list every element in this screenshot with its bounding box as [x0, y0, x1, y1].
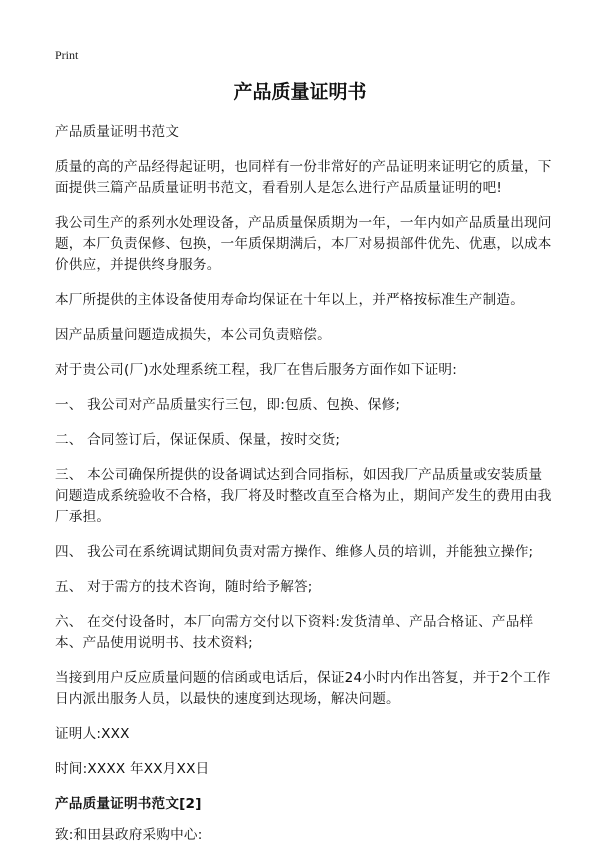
document-title: 产品质量证明书 [233, 81, 367, 103]
document-body [55, 122, 556, 860]
item-2-paragraph: 二、 合同签订后，保证保质、保量，按时交货; [55, 432, 341, 448]
item-1-paragraph: 一、 我公司对产品质量实行三包，即:包质、包换、保修; [55, 397, 401, 413]
item-3-paragraph: 三、 本公司确保所提供的设备调试达到合同指标，如因我厂产品质量或安装质量问题造成系统验收不合格，我厂将及时整改直至合格为止，期间产发生的费用由我厂承担。 [55, 467, 552, 525]
lifespan-paragraph: 本厂所提供的主体设备使用寿命均保证在十年以上，并严格按标准生产制造。 [55, 292, 524, 308]
compensation-paragraph: 因产品质量问题造成损失，本公司负责赔偿。 [55, 327, 331, 343]
item-5-paragraph: 五、 对于需方的技术咨询，随时给予解答; [55, 579, 313, 595]
item-6-paragraph: 六、 在交付设备时，本厂向需方交付以下资料:发货清单、产品合格证、产品样本、产品使用说明书、技术资料; [55, 614, 534, 651]
sample-2-heading: 产品质量证明书范文[2] [55, 796, 202, 812]
subtitle-paragraph: 产品质量证明书范文 [55, 124, 180, 140]
service-intro-paragraph: 对于贵公司(厂)水处理系统工程，我厂在售后服务方面作如下证明: [55, 362, 458, 378]
warranty-paragraph: 我公司生产的系列水处理设备，产品质量保质期为一年，一年内如产品质量出现问题，本厂负责保修、包换，一年质保期满后，本厂对易损部件优先、优惠，以成本价供应，并提供终身服务。 [55, 215, 552, 273]
print-link[interactable]: Print [55, 48, 79, 62]
intro-paragraph: 质量的高的产品经得起证明，也同样有一份非常好的产品证明来证明它的质量，下面提供三篇产品质量证明书范文，看看别人是怎么进行产品质量证明的吧! [55, 159, 552, 196]
recipient-line: 致:和田县政府采购中心: [55, 827, 203, 843]
certifier-line: 证明人:XXX [55, 726, 130, 742]
response-paragraph: 当接到用户反应质量问题的信函或电话后，保证24小时内作出答复，并于2个工作日内派出服务人员，以最快的速度到达现场，解决问题。 [55, 670, 551, 707]
item-4-paragraph: 四、 我公司在系统调试期间负责对需方操作、维修人员的培训，并能独立操作; [55, 544, 534, 560]
date-line: 时间:XXXX 年XX月XX日 [55, 761, 210, 777]
